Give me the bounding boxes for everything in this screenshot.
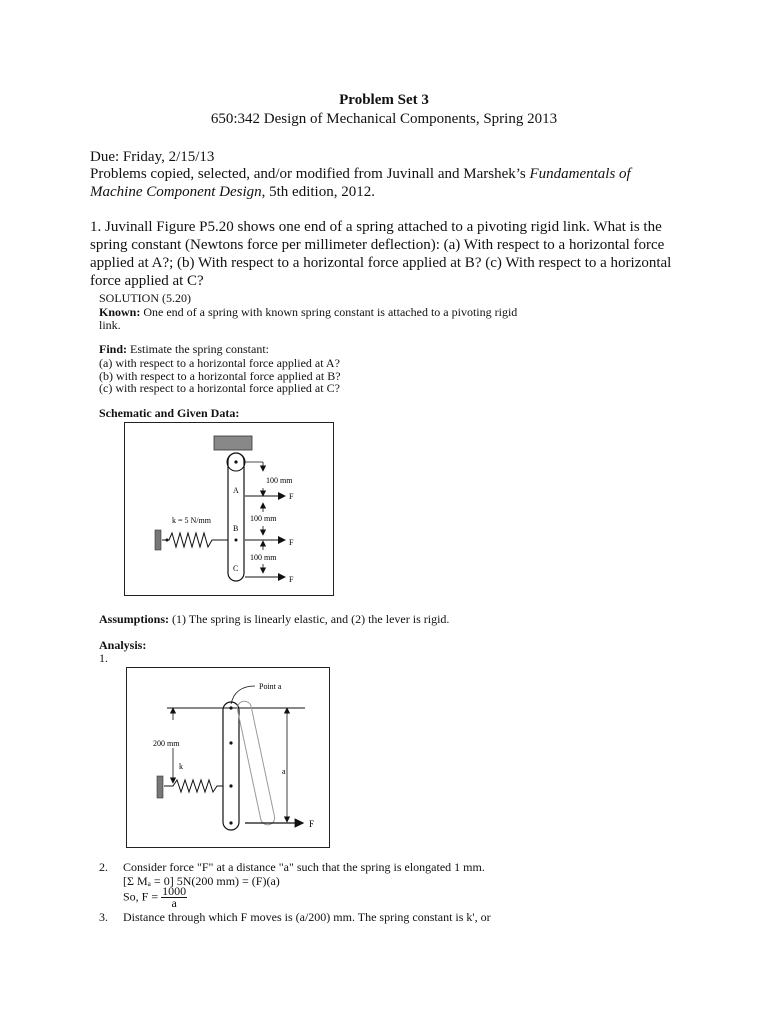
assumptions-label: Assumptions: [99, 612, 170, 626]
analysis-figure [126, 667, 330, 848]
force-result [123, 886, 187, 909]
assumptions-line [99, 612, 449, 627]
known-text: One end of a spring with known spring constant is attached to a pivoting rigid [140, 305, 518, 319]
find-label: Find: [99, 342, 128, 356]
force-label-c: F [289, 575, 294, 584]
force-fraction [161, 886, 187, 909]
lever-2 [223, 702, 239, 830]
pivot-pin [234, 460, 237, 463]
due-date: Due: Friday, 2/15/13 [90, 149, 215, 165]
point-label-a: A [233, 486, 239, 495]
fraction-denominator: a [171, 896, 177, 910]
known-line-2: link. [99, 318, 121, 332]
problem1-line1: 1. Juvinall Figure P5.20 shows one end of a spring attached to a pivoting rigid link. What is the [90, 219, 662, 235]
dim-100-c: 100 mm [250, 553, 277, 562]
find-item-b: (b) with respect to a horizontal force applied at B? [99, 369, 341, 383]
point-a-label: Point a [259, 682, 282, 691]
spring [162, 533, 228, 547]
find-item-a: (a) with respect to a horizontal force applied at A? [99, 356, 340, 370]
problem1-line2: spring constant (Newtons force per millimeter deflection): (a) With respect to a horizontal force [90, 237, 665, 253]
analysis-step-3: Distance through which F moves is (a/200) mm. The spring constant is k', or [123, 910, 491, 924]
point-label-c: C [233, 564, 239, 573]
lever [228, 453, 244, 581]
find-text: Estimate the spring constant: [127, 342, 269, 356]
force-label-b: F [289, 538, 294, 547]
problem1-line3: applied at A?; (b) With respect to a horizontal force applied at B? (c) With respect to a horizontal [90, 255, 672, 271]
analysis-step-1: 1. [99, 651, 108, 665]
source-book-cont: Machine Component Design [90, 184, 262, 200]
problem1-line4: force applied at C? [90, 273, 204, 289]
known-label: Known: [99, 305, 141, 319]
spring-anchor-2 [157, 776, 163, 798]
spring-constant-label: k = 5 N/mm [172, 516, 211, 525]
source-suffix: , 5th edition, 2012. [261, 184, 375, 200]
ceiling-support [214, 436, 252, 450]
find-line [99, 342, 269, 357]
spring-anchor [155, 530, 161, 550]
find-item-c: (c) with respect to a horizontal force applied at C? [99, 381, 340, 395]
dim-a: a [282, 767, 286, 776]
dim-200: 200 mm [153, 739, 180, 748]
lever-rotated [236, 700, 276, 826]
page-title: Problem Set 3 [339, 92, 429, 108]
course-title: 650:342 Design of Mechanical Components, Spring 2013 [210, 111, 558, 127]
assumptions-text: (1) The spring is linearly elastic, and (2) the lever is rigid. [169, 612, 450, 626]
known-line [99, 305, 517, 320]
so-prefix: So, F = [123, 889, 162, 904]
schematic-drawing [125, 423, 333, 595]
point-label-b: B [233, 524, 239, 533]
spring-k-label: k [179, 762, 183, 771]
schematic-heading [99, 406, 239, 421]
force-label: F [309, 819, 315, 829]
source-line-1 [90, 165, 631, 183]
analysis-step-3-num: 3. [99, 910, 108, 924]
force-label-a: F [289, 492, 294, 501]
moment-equation: [Σ Mₐ = 0] 5N(200 mm) = (F)(a) [123, 874, 280, 888]
source-line-2 [90, 183, 375, 201]
analysis-step-2: Consider force "F" at a distance "a" such that the spring is elongated 1 mm. [123, 860, 485, 874]
analysis-step-2-num: 2. [99, 860, 108, 874]
dim-100-b: 100 mm [250, 514, 277, 523]
schematic-figure [124, 422, 334, 596]
dim-100-a: 100 mm [266, 476, 293, 485]
schematic-label: Schematic and Given Data: [99, 406, 240, 420]
source-book: Fundamentals of [529, 166, 631, 182]
analysis-drawing [127, 668, 329, 847]
solution-heading: SOLUTION (5.20) [99, 291, 191, 305]
fraction-numerator: 1000 [162, 884, 187, 898]
analysis-label: Analysis: [99, 638, 147, 652]
source-prefix: Problems copied, selected, and/or modified from Juvinall and Marshek’s [90, 166, 530, 182]
